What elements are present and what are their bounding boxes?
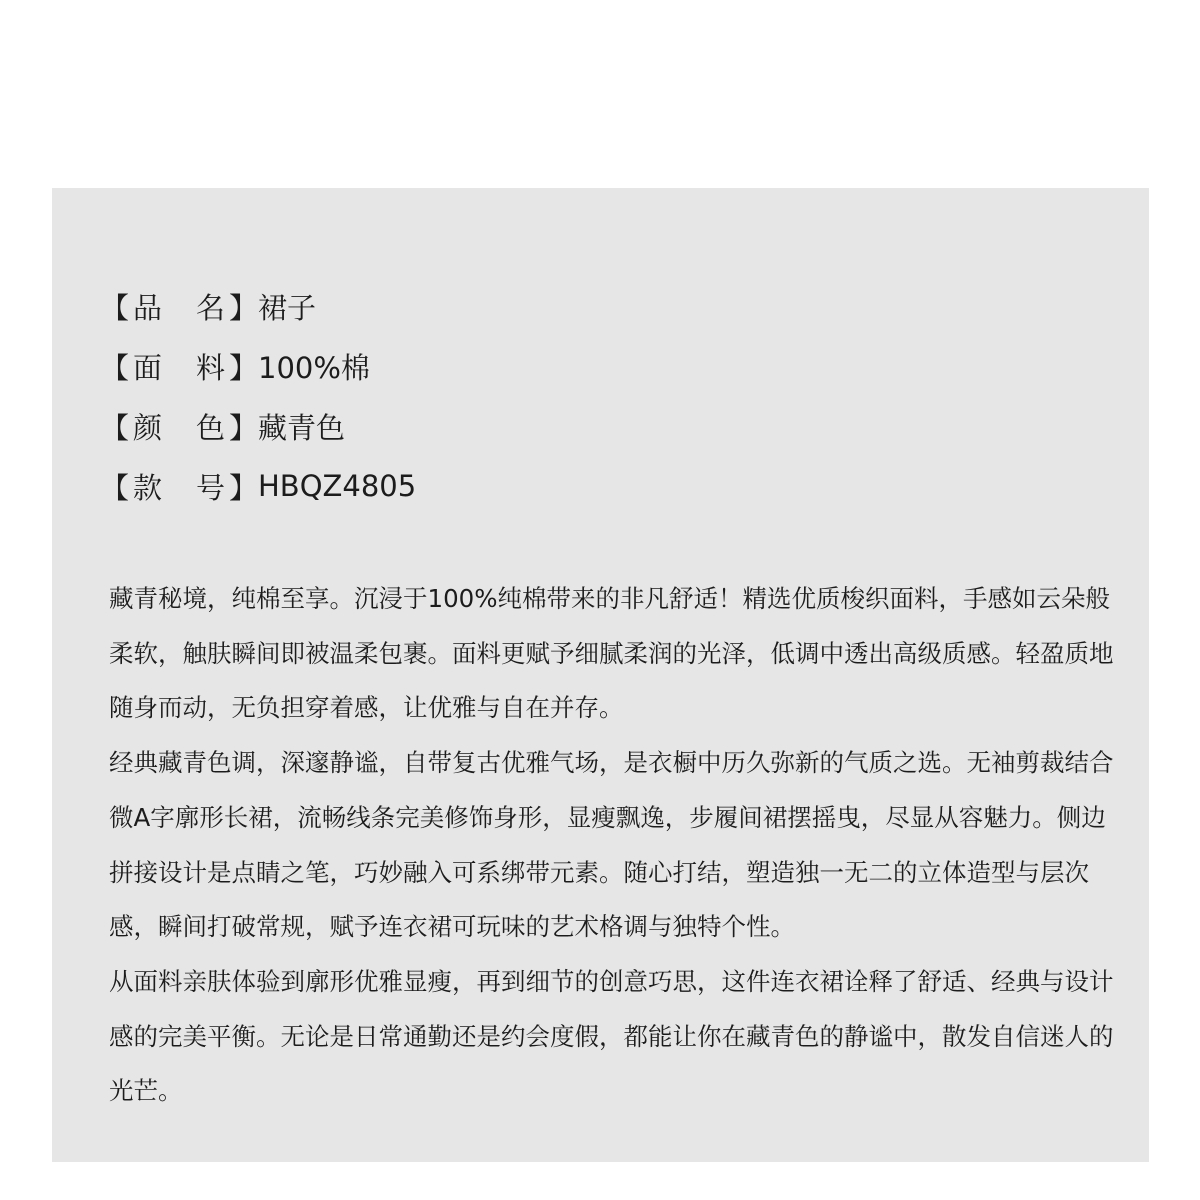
product-description	[109, 572, 1129, 1119]
close-bracket: 】	[228, 470, 258, 505]
description-paragraph: 经典藏青色调，深邃静谧，自带复古优雅气场，是衣橱中历久弥新的气质之选。无袖剪裁结合微A字廓形长裙，流畅线条完美修饰身形，显瘦飘逸，步履间裙摆摇曳，尽显从容魅力。侧边拼接设计是点睛之笔，巧妙融入可系绑带元素。随心打结，塑造独一无二的立体造型与层次感，瞬间打破常规，赋予连衣裙可玩味的艺术格调与独特个性。	[109, 748, 1114, 942]
spec-value: 裙子	[258, 290, 317, 325]
spec-row-color	[100, 396, 416, 456]
spec-label	[100, 346, 258, 387]
open-bracket: 【	[100, 470, 130, 505]
spec-value: HBQZ4805	[258, 469, 417, 503]
description-paragraph: 藏青秘境，纯棉至享。沉浸于100%纯棉带来的非凡舒适！精选优质梭织面料，手感如云朵般柔软，触肤瞬间即被温柔包裹。面料更赋予细腻柔润的光泽，低调中透出高级质感。轻盈质地随身而动，无负担穿着感，让优雅与自在并存。	[109, 584, 1114, 723]
description-paragraph: 从面料亲肤体验到廓形优雅显瘦，再到细节的创意巧思，这件连衣裙诠释了舒适、经典与设计感的完美平衡。无论是日常通勤还是约会度假，都能让你在藏青色的静谧中，散发自信迷人的光芒。	[109, 966, 1114, 1106]
open-bracket: 【	[100, 290, 130, 325]
close-bracket: 】	[228, 410, 258, 445]
product-info-card	[52, 188, 1149, 1162]
spec-row-style-number	[100, 456, 416, 516]
spec-value: 100%棉	[258, 350, 370, 385]
open-bracket: 【	[100, 410, 130, 445]
spec-label	[100, 286, 258, 327]
spec-label-text: 颜色	[133, 410, 225, 445]
spec-label-text: 面料	[133, 350, 225, 385]
spec-label-text: 品名	[133, 290, 225, 325]
close-bracket: 】	[228, 290, 258, 325]
spec-row-name	[100, 276, 416, 336]
spec-label	[100, 406, 258, 447]
spec-label-text: 款号	[133, 470, 225, 505]
close-bracket: 】	[228, 350, 258, 385]
spec-row-fabric	[100, 336, 416, 396]
spec-value: 藏青色	[258, 410, 346, 445]
spec-list	[100, 276, 416, 516]
spec-label	[100, 466, 258, 507]
open-bracket: 【	[100, 350, 130, 385]
